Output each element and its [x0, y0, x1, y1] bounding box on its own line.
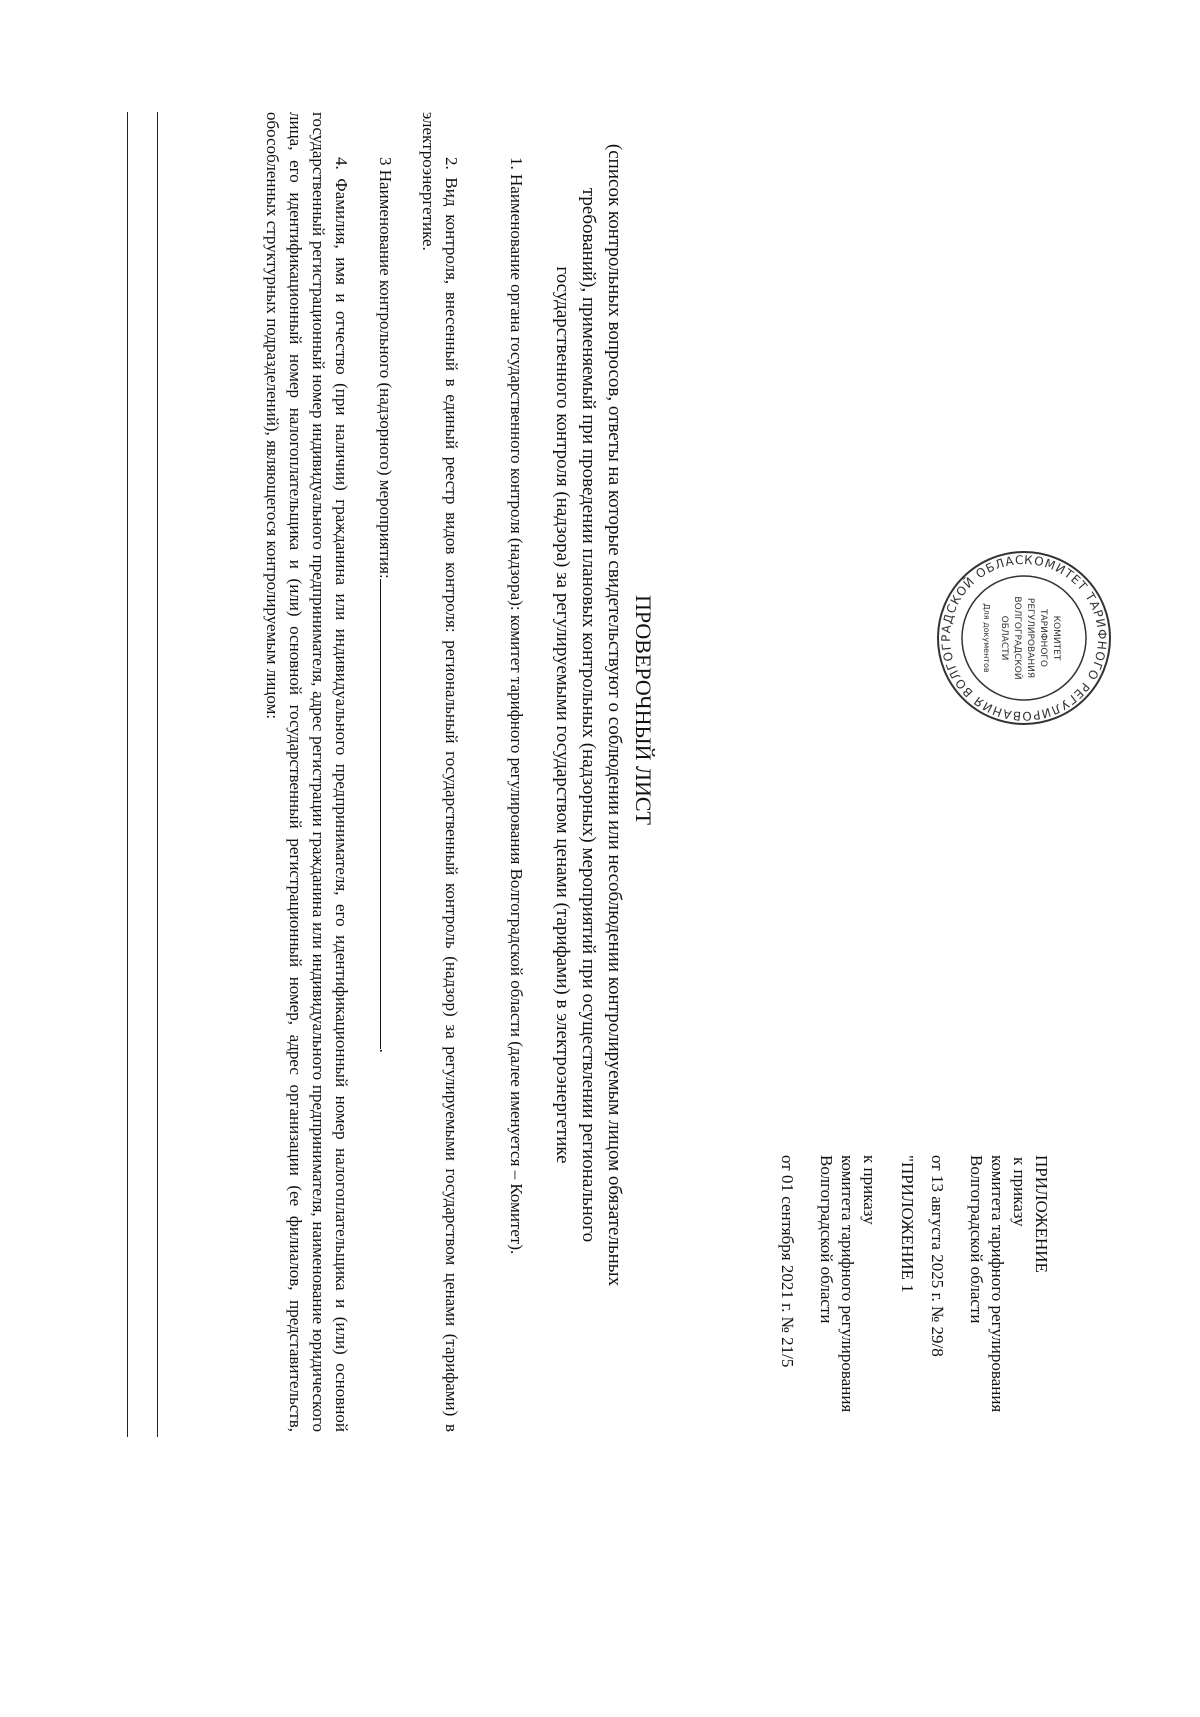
item-3-label: 3 Наименование контрольного (надзорного) мероприятия:	[376, 157, 395, 579]
item-3-fill-line	[380, 579, 395, 1049]
appendix-line-1: к приказу	[1010, 1157, 1030, 1227]
appendix-header	[926, 1155, 1052, 1515]
official-stamp	[936, 548, 1112, 728]
appendix-1-line-2: комитета тарифного регулирования	[838, 1155, 858, 1413]
stamp-inner-line-1: КОМИТЕТ	[1051, 615, 1061, 661]
stamp-inner-line-3: РЕГУЛИРОВАНИЯ	[1025, 597, 1035, 679]
fill-line-2	[127, 112, 128, 1437]
appendix-date: от 13 августа 2025 г. № 29/8	[928, 1155, 947, 1357]
appendix-line-2: комитета тарифного регулирования	[988, 1155, 1008, 1413]
stamp-inner-line-2: ТАРИФНОГО	[1038, 609, 1048, 667]
item-1-control-body: 1. Наименование органа государственного контроля (надзора): комитет тарифного регулирования Волгоградской области (далее именуется – Комитет).	[507, 157, 526, 1255]
stamp-outer-text: КОМИТЕТ ТАРИФНОГО РЕГУЛИРОВАНИЯ ВОЛГОГРАДСКОЙ ОБЛАС	[938, 552, 1110, 724]
appendix-1-header	[776, 1155, 918, 1515]
appendix-1-date: от 01 сентября 2021 г. № 21/5	[778, 1155, 797, 1368]
document-title: ПРОВЕРОЧНЫЙ ЛИСТ	[631, 595, 656, 825]
fill-line-1	[157, 112, 158, 1437]
appendix-line-3: Волгоградской области	[966, 1155, 986, 1324]
document-subtitle: (список контрольных вопросов, ответы на которые свидетельствуют о соблюдении или несоблюдении контролируемым лицом обязательных требований), применяемый при проведении плановых контрольных (надзорных) мероприятий при осуществлении регионального государственного контроля (надзора) за регулируемыми государством ценами (тарифами) в электроэнергетике	[551, 143, 625, 1287]
item-2-control-type: 2. Вид контроля, внесенный в единый реестр видов контроля: региональный государственный контроль (надзор) за регулируемыми государством ценами (тарифами) в электроэнергетике.	[419, 112, 461, 1432]
item-3-end: .	[376, 1048, 395, 1053]
appendix-title: ПРИЛОЖЕНИЕ	[1032, 1155, 1051, 1273]
stamp-seal-icon	[936, 548, 1112, 728]
item-3-event-name	[373, 112, 396, 1432]
appendix-1-title: "ПРИЛОЖЕНИЕ 1	[898, 1155, 917, 1293]
stamp-inner-line-4: ВОЛГОГРАДСКОЙ	[1012, 596, 1022, 680]
stamp-inner-line-5: ОБЛАСТИ	[999, 615, 1009, 661]
appendix-1-line-3: Волгоградской области	[816, 1155, 836, 1324]
appendix-1-line-1: к приказу	[860, 1155, 880, 1225]
item-4-controlled-person: 4. Фамилия, имя и отчество (при наличии) гражданина или индивидуального предпринимателя, его идентификационный номер налогоплательщика и (или) основной государственный регистрационный номер индивидуального предпринимателя, адрес регистрации гражданина или индивидуального предпринимателя, наименование юридического лица, его идентификационный номер налогоплательщика и (или) основной государственный регистрационный номер, адрес организации (ее филиалов, представительств, обособленных структурных подразделений), являющегося контролируемым лицом:	[263, 112, 351, 1432]
stamp-bottom-text: Для документов	[982, 603, 991, 673]
